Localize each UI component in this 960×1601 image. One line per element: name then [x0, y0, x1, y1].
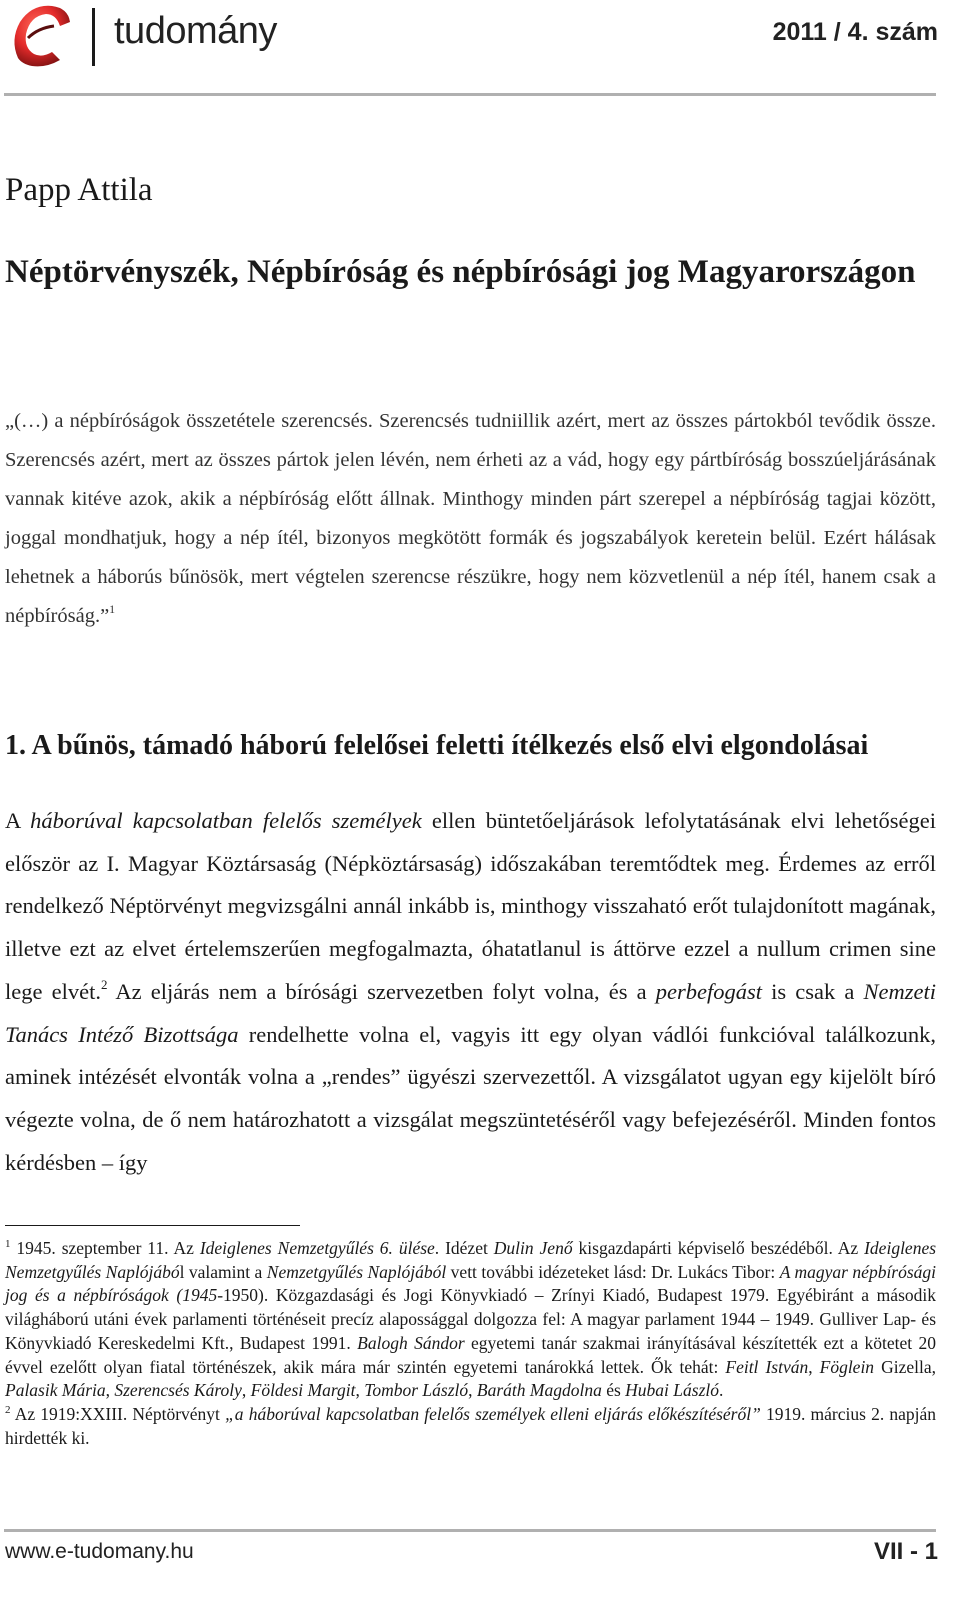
- body-italic: Nemzeti Tanács Intéző Bizottsága: [5, 978, 936, 1047]
- article-title: Néptörvényszék, Népbíróság és népbírósági jog Magyarországon: [5, 254, 916, 290]
- body-text: Az eljárás nem a bírósági szervezetben folyt volna, és a: [115, 978, 647, 1004]
- fn-text: Az 1919:XXIII. Néptörvényt: [14, 1403, 220, 1424]
- fn-text: kisgazdapárti képviselő beszédéből. Az: [578, 1238, 859, 1258]
- fn-text: 1945. szeptember 11. Az: [16, 1238, 194, 1258]
- page-header: [0, 0, 960, 100]
- body-italic: háborúval kapcsolatban felelős személyek: [30, 808, 422, 833]
- page-number: VII - 1: [873, 1538, 938, 1565]
- fn-italic: Tombor László: [364, 1380, 469, 1401]
- fn-italic: Ideiglenes Nemzetgyűlés Naplójábó: [5, 1238, 937, 1282]
- fn-italic: Feitl István: [725, 1356, 809, 1377]
- fn-italic: Palasik Mária: [5, 1380, 106, 1401]
- fn-italic: Balogh Sándor: [357, 1332, 465, 1353]
- header-rule: [4, 93, 936, 96]
- fn-text: 1919. március 2. napján hirdették ki.: [5, 1403, 937, 1448]
- article-author: Papp Attila: [5, 172, 153, 208]
- fn-text: -1950). Közgazdasági és Jogi Könyvkiadó – Zrínyi Kiadó, Budapest 1979. Egyébiránt a második világháború utáni évek parlamenti történéseit precíz alapossággal dolgozza fel: A magyar parlament 1944 – 1949. Gulliver Lap- és Könyvkiadó Kereskedelmi Kft., Budapest 1991.: [5, 1285, 936, 1353]
- fn-text: vett további idézeteket lásd: Dr. Lukács Tibor:: [450, 1261, 776, 1282]
- fn-italic: Ideiglenes Nemzetgyűlés 6. ülése: [199, 1238, 435, 1258]
- fn-text: .: [719, 1380, 724, 1401]
- footnote-ref-2[interactable]: 2: [100, 976, 108, 992]
- fn-italic: Hubai László: [625, 1380, 719, 1401]
- fn-text: ,: [468, 1380, 473, 1401]
- body-text: is csak a: [771, 978, 855, 1004]
- fn-italic: Dulin Jenő: [493, 1238, 573, 1258]
- e-tudomany-logo: [8, 2, 74, 68]
- fn-italic: Baráth Magdolna: [476, 1380, 602, 1401]
- footer-rule: [4, 1529, 936, 1532]
- fn-text: Gizella,: [881, 1356, 936, 1377]
- fn-text: egyetemi tanár szakmai irányításával készítették ezt a kötetet 20 évvel ezelőtt olyan fiatal történészek, akik mára már szintén egyetemi tanárokká lettek. Ők tehát:: [5, 1332, 936, 1377]
- section-heading: 1. A bűnös, támadó háború felelősei feletti ítélkezés első elvi elgondolásai: [5, 730, 869, 761]
- footer-site-url[interactable]: www.e-tudomany.hu: [5, 1540, 194, 1563]
- fn-italic: A magyar népbírósági jog és a népbíróságok (1945: [5, 1261, 937, 1306]
- fn-italic: Föglein: [819, 1356, 875, 1377]
- fn-italic: Földesi Margit: [250, 1380, 356, 1401]
- body-text: ellen büntetőeljárások lefolytatásának elvi lehetőségei először az I. Magyar Köztársaság (Népköztársaság) időszakában teremtődtek meg. Érdemes az erről rendelkező Néptörvényt megvizsgálni annál inkább is, minthogy visszaható erőt tulajdonított magának, illetve ezt az elvet értelemszerűen megfogalmazta, óhatatlanul is áttörve ezzel a nullum crimen sine lege elvét.: [5, 808, 936, 1004]
- brand-name: tudomány: [114, 10, 277, 52]
- fn-text: . Idézet: [434, 1238, 488, 1258]
- fn-text: ,: [241, 1380, 247, 1401]
- header-separator: [92, 8, 95, 66]
- fn-text: ,: [355, 1380, 360, 1401]
- fn-text: és: [606, 1380, 621, 1401]
- fn-italic: „a háborúval kapcsolatban felelős személyek elleni eljárás előkészítéséről”: [225, 1403, 761, 1424]
- fn-italic: Nemzetgyűlés Naplójából: [266, 1261, 447, 1282]
- fn-text: ,: [105, 1380, 110, 1401]
- epigraph-quote: [5, 402, 936, 636]
- footnotes: [5, 1237, 936, 1450]
- issue-label: 2011 / 4. szám: [772, 18, 938, 46]
- fn-text: ,: [808, 1356, 813, 1377]
- footnote-1: [5, 1237, 936, 1403]
- footnote-number: 1: [5, 1238, 11, 1250]
- footnote-ref-1[interactable]: 1: [109, 602, 116, 616]
- body-text: A: [5, 808, 21, 833]
- fn-italic: Szerencsés Károly: [114, 1380, 242, 1401]
- footnote-2: [5, 1403, 936, 1450]
- footnote-number: 2: [5, 1403, 11, 1416]
- body-italic: perbefogást: [655, 978, 763, 1004]
- body-text: rendelhette volna el, vagyis itt egy olyan vádlói funkcióval találkozunk, aminek intézését elvonták volna a „rendes” ügyészi szervezettől. A vizsgálatot ugyan egy kijelölt bíró végezte volna, de ő nem határozhatott a vizsgálat megszüntetéséről vagy befejezéséről. Minden fontos kérdésben – így: [5, 1021, 937, 1175]
- body-paragraph: [5, 800, 936, 1184]
- fn-text: l valamint a: [179, 1261, 263, 1282]
- footnote-rule: [5, 1225, 300, 1226]
- quote-text: „(…) a népbíróságok összetétele szerencsés. Szerencsés tudniillik azért, mert az összes pártokból tevődik össze. Szerencsés azért, mert az összes pártok jelen lévén, nem érheti az a vád, hogy egy pártbíróság bosszúeljárásának vannak kitéve azok, akik a népbíróság előtt állnak. Minthogy minden párt szerepel a népbíróság tagjai között, joggal mondhatjuk, hogy a nép ítél, bizonyos megkötött formák és jogszabályok keretein belül. Ezért hálásak lehetnek a háborús bűnösök, mert végtelen szerencse részükre, hogy nem közvetlenül a nép ítél, hanem csak a népbíróság.”: [5, 410, 936, 627]
